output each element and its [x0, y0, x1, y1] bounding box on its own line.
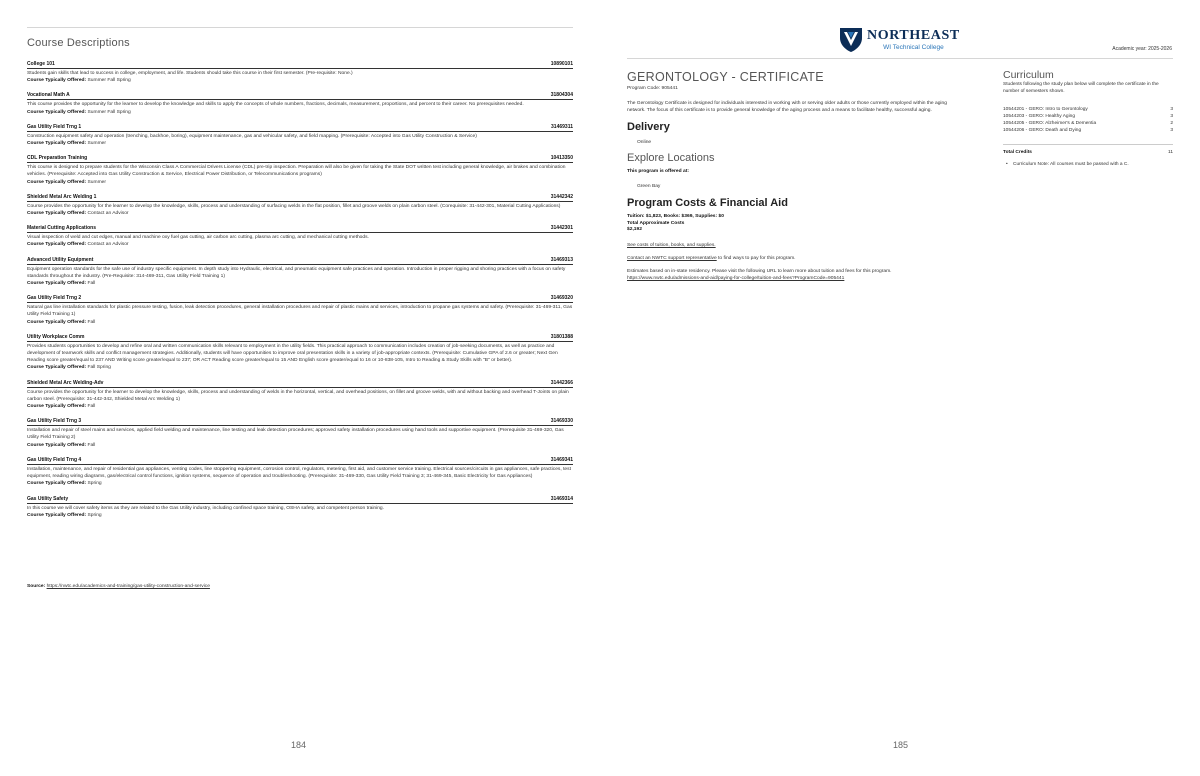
course-header — [27, 194, 573, 202]
course-entry — [27, 257, 573, 288]
course-entry — [27, 225, 573, 248]
course-description: Equipment operation standards for the safe use of industry specific equipment. In depth study into Hydraulic, electrical, and pneumatic equipment safe practices and operation. Introduction in proper rigging and shoring practices with a focus on safety standards throughout the industry. (Pre-Requisite: 314-469-311, Gas Utility Field Training 1) — [27, 266, 566, 279]
course-entry — [27, 334, 573, 372]
curriculum-heading: Curriculum — [1003, 69, 1054, 81]
total-costs-value: $2,192 — [627, 227, 642, 233]
course-name: Utility Workplace Comm — [27, 333, 85, 340]
estimates-url-line — [627, 275, 977, 282]
header-divider — [627, 58, 1173, 59]
curriculum-row — [1003, 120, 1173, 127]
course-entry — [27, 194, 573, 217]
course-offered-label: Course Typically Offered: — [27, 179, 87, 185]
course-entry — [27, 418, 573, 449]
logo-name: NORTHEAST — [867, 27, 960, 43]
total-credits-label: Total Credits — [1003, 150, 1032, 156]
course-header — [27, 457, 573, 465]
curriculum-row — [1003, 127, 1173, 134]
shield-icon — [839, 26, 863, 53]
course-header — [27, 418, 573, 426]
course-code: 31469314 — [550, 495, 573, 502]
course-offered-value: Fall — [87, 442, 96, 448]
course-header — [27, 124, 573, 132]
course-entry — [27, 155, 573, 186]
course-header — [27, 295, 573, 303]
curriculum-credits: 3 — [1170, 128, 1173, 134]
course-header — [27, 380, 573, 388]
offered-at-label: This program is offered at: — [627, 169, 689, 175]
course-offered-label: Course Typically Offered: — [27, 211, 87, 217]
course-name: Vocational Math A — [27, 92, 70, 99]
course-name: CDL Preparation Training — [27, 155, 88, 162]
course-offered — [27, 480, 573, 487]
course-offered-value: Contact an Advisor — [87, 211, 129, 217]
course-offered — [27, 210, 573, 217]
page-number: 184 — [291, 740, 307, 750]
course-offered — [27, 442, 573, 449]
see-costs-line — [627, 242, 977, 249]
course-description: In this course we will cover safety items as they are related to the Gas Utility industry, including confined space training, OSHA safety, and competent person training. — [27, 505, 385, 511]
source-label: Source: — [27, 584, 46, 589]
course-header — [27, 155, 573, 163]
total-credits-value: 11 — [1168, 150, 1173, 156]
curriculum-credits: 3 — [1170, 106, 1173, 112]
course-name: Shielded Metal Arc Welding-Adv — [27, 379, 104, 386]
contact-line — [627, 255, 977, 262]
course-offered — [27, 241, 573, 248]
course-offered-value: Spring — [87, 512, 102, 518]
course-name: Gas Utility Field Trng 2 — [27, 295, 82, 302]
curriculum-course: 10544205 - GERO: Alzheimer's & Dementia — [1003, 121, 1097, 126]
course-entry — [27, 457, 573, 488]
course-offered — [27, 280, 573, 287]
section-title: Course Descriptions — [27, 37, 130, 49]
curriculum-list — [1003, 106, 1173, 135]
program-main-column — [627, 70, 977, 282]
course-offered — [27, 140, 573, 147]
course-name: Material Cutting Applications — [27, 225, 96, 232]
course-description: Visual inspection of weld and cut edges, manual and machine oxy fuel gas cutting, air carbon arc cutting, plasma arc cutting, and mechanical cutting methods. — [27, 235, 369, 241]
course-name: Gas Utility Safety — [27, 495, 69, 502]
course-offered-value: Fall — [87, 404, 96, 410]
source-line — [27, 584, 210, 589]
course-offered-value: Summer Fall Spring — [87, 78, 131, 84]
course-offered-label: Course Typically Offered: — [27, 481, 87, 487]
course-description: Installation and repair of steel mains and services, applied field welding and maintenance, line testing and leak detection procedures; approved safety installation procedures using hand tools and supportive equipment. (Prerequisite 31-469-320, Gas Utility Field Training 2) — [27, 428, 564, 441]
course-code: 10890101 — [550, 61, 573, 67]
course-entry — [27, 61, 573, 84]
course-offered-value: Contact an Advisor — [87, 242, 129, 248]
course-offered — [27, 77, 573, 84]
course-offered-label: Course Typically Offered: — [27, 109, 87, 115]
course-entry — [27, 92, 573, 115]
total-costs-label: Total Approximate Costs — [627, 220, 685, 226]
course-entry — [27, 124, 573, 147]
course-header — [27, 496, 573, 504]
course-offered-label: Course Typically Offered: — [27, 442, 87, 448]
course-code: 31469330 — [550, 418, 573, 425]
course-description: This course is designed to prepare students for the Wisconsin Class A Commercial Drivers License (CDL) pre-trip inspection. Preparation will also be given for taking the State DOT written test including general knowledge, air brakes and combination vehicles. (Prerequisite: Accepted into Gas Utility Construction & Service, Electrical Power Distribution, or Telecommunications programs) — [27, 165, 566, 178]
course-offered — [27, 364, 573, 371]
course-entry — [27, 496, 573, 519]
course-code: 31801388 — [550, 333, 573, 340]
course-offered-value: Summer — [87, 141, 106, 147]
source-link[interactable]: https://nwtc.edu/academics-and-training/gas-utility-construction-and-service — [46, 584, 210, 589]
course-header — [27, 225, 573, 233]
course-list — [27, 61, 573, 527]
course-offered-label: Course Typically Offered: — [27, 281, 87, 287]
course-name: Gas Utility Field Trng 1 — [27, 123, 82, 130]
curriculum-row — [1003, 106, 1173, 113]
course-offered-label: Course Typically Offered: — [27, 365, 87, 371]
curriculum-intro: Students following the study plan below will complete the certificate in the number of semesters shown. — [1003, 82, 1159, 94]
course-name: College 101 — [27, 61, 55, 67]
course-code: 31442342 — [550, 193, 573, 200]
course-offered-label: Course Typically Offered: — [27, 404, 87, 410]
course-entry — [27, 380, 573, 411]
curriculum-course: 10544201 - GERO: Intro to Gerontology — [1003, 106, 1088, 112]
right-page — [600, 0, 1200, 776]
curriculum-course: 10544206 - GERO: Death and Dying — [1003, 128, 1082, 134]
tuition-line: Tuition: $1,823, Books: $369, Supplies: $0 — [627, 214, 724, 219]
total-credits-row — [1003, 144, 1173, 155]
logo-text — [867, 29, 960, 51]
course-offered — [27, 319, 573, 326]
delivery-heading: Delivery — [627, 121, 670, 134]
course-offered — [27, 109, 573, 116]
course-offered-label: Course Typically Offered: — [27, 141, 87, 147]
program-code: Program Code: 905441 — [627, 86, 678, 91]
course-header — [27, 61, 573, 69]
course-offered-value: Summer — [87, 179, 106, 185]
page-number: 185 — [893, 740, 909, 750]
course-code: 10413350 — [550, 155, 573, 162]
course-description: Students gain skills that lead to success in college, employment, and life. Students should take this course in their first semester. (Pre-requisite: None.) — [27, 71, 353, 76]
course-header — [27, 92, 573, 100]
course-description: This course provides the opportunity for the learner to develop the knowledge and skills to apply the concepts of whole numbers, fractions, decimals, measurement, proportions, and percent to their career. No prerequisites needed. — [27, 102, 524, 108]
program-intro: The Gerontology Certificate is designed for individuals interested in working with or serving older adults or those currently employed within the aging network. The focus of this certificate is to provide general knowledge of the aging process and a means to facilitate healthy, successful aging. — [627, 101, 947, 114]
contact-text: to find ways to pay for this program. — [716, 255, 796, 261]
course-description: Installation, maintenance, and repair of residential gas appliances, venting codes, line stoppering equipment, corrosion control, regulators, metering, first aid, and customer service training. Electrical sources/circuits in gas appliances, safe practices, test equipment, reading wiring diagrams, gas/electrical control functions, ignition systems, sequence of operation and troubleshooting. (Prerequisite: 31-469-330, Gas Utility Field Training 3; 31-469-345, Basic Electricity for Gas Appliances) — [27, 466, 571, 480]
course-code: 31804304 — [550, 92, 573, 99]
course-offered-value: Summer Fall Spring — [87, 109, 131, 115]
see-costs-link[interactable]: See costs of tuition, books, and supplies. — [627, 242, 716, 248]
course-header — [27, 257, 573, 265]
course-description: Natural gas line installation standards for plastic pressure testing, fusion, leak detection procedures, general installation procedures and repair of plastic mains and services, introduction to propane gas systems and safety. (Prerequisite: 31-469-311, Gas Utility Field Training 1) — [27, 305, 573, 318]
curriculum-credits: 3 — [1170, 113, 1173, 119]
course-offered-label: Course Typically Offered: — [27, 242, 87, 248]
location-value: Green Bay — [637, 184, 661, 189]
course-description: Construction equipment safety and operation (trenching, backhoe, boring), equipment maintenance, gas and vehicular safety, and field mapping. (Prerequisite: Accepted into Gas Utility Construction & Service) — [27, 133, 477, 139]
course-name: Shielded Metal Arc Welding 1 — [27, 193, 97, 200]
course-header — [27, 334, 573, 342]
contact-link[interactable]: Contact an NWTC support representative — [627, 255, 717, 261]
program-title: GERONTOLOGY - CERTIFICATE — [627, 70, 824, 84]
curriculum-column — [1003, 69, 1173, 167]
course-offered-value: Fall — [87, 281, 96, 287]
course-offered-value: Fall Spring — [87, 365, 111, 371]
locations-heading: Explore Locations — [627, 152, 715, 165]
delivery-value: Online — [637, 140, 652, 146]
estimates-text: Estimates based on in-state residency. Please visit the following URL to learn more about tuition and fees for this program. — [627, 268, 892, 274]
course-code: 31469311 — [551, 123, 573, 130]
course-offered-value: Fall — [87, 319, 96, 325]
curriculum-note: • Curriculum Note: All courses must be passed with a C. — [1003, 162, 1173, 167]
course-description: Provides students opportunities to develop and refine oral and written communication skills relevant to employment in the utility fields. This practical approach to communication includes creation of job-seeking documents, as well as practice and development of teamwork skills and conflict management strategies. Additionally, students will have opportunities to improve oral presentation skills in a variety of job-appropriate contexts. (Prerequisite: Cumulative GPA of 2.6 or greater; Next Gen Reading score greater/equal to 237 AND Writing score greater/equal to 237; OR ACT Reading score greater/equal to 15 AND English score greater/equal to 16 or 10-838-105, Intro to Reading & Study Skills with "B" or better). — [27, 343, 558, 364]
course-code: 31442301 — [550, 225, 573, 232]
course-name: Advanced Utility Equipment — [27, 256, 94, 263]
logo-subtitle: WI Technical College — [883, 43, 944, 51]
college-logo — [839, 26, 960, 53]
course-description: Course provides the opportunity for the learner to develop the knowledge, skills, process and understanding of welds in the horizontal, vertical, and overhead positions, on fillet and groove welds, with and without backing and overhead T-Joints on plain carbon steel. (Prerequisite: 31-442-342, Shielded Metal Arc Welding 1) — [27, 389, 569, 402]
course-code: 31469313 — [550, 256, 573, 263]
course-offered-label: Course Typically Offered: — [27, 512, 87, 518]
course-offered — [27, 403, 573, 410]
course-name: Gas Utility Field Trng 4 — [27, 456, 82, 463]
curriculum-course: 10544203 - GERO: Healthy Aging — [1003, 113, 1075, 119]
course-code: 31442366 — [550, 379, 573, 386]
course-description: Course provides the opportunity for the learner to develop the knowledge, skills, process and understanding of surfacing welds in the flat position, fillet and groove welds on plain carbon steel. (Corequisite: 31-442-301, Material Cutting Applications) — [27, 203, 561, 209]
estimates-link[interactable]: https://www.nwtc.edu/admissions-and-aid/paying-for-college/tuition-and-fees?ProgramCode=905441 — [627, 275, 845, 281]
course-offered-value: Spring — [87, 481, 102, 487]
course-entry — [27, 295, 573, 326]
academic-year: Academic year: 2025-2026 — [1112, 46, 1172, 52]
course-code: 31469320 — [550, 295, 573, 302]
curriculum-row — [1003, 113, 1173, 120]
course-name: Gas Utility Field Trng 3 — [27, 418, 82, 425]
top-divider — [27, 27, 573, 28]
course-offered — [27, 179, 573, 186]
curriculum-credits: 2 — [1170, 121, 1173, 126]
course-offered — [27, 512, 573, 519]
course-offered-label: Course Typically Offered: — [27, 78, 87, 84]
course-code: 31469341 — [550, 456, 573, 463]
costs-heading: Program Costs & Financial Aid — [627, 197, 788, 209]
course-offered-label: Course Typically Offered: — [27, 319, 87, 325]
